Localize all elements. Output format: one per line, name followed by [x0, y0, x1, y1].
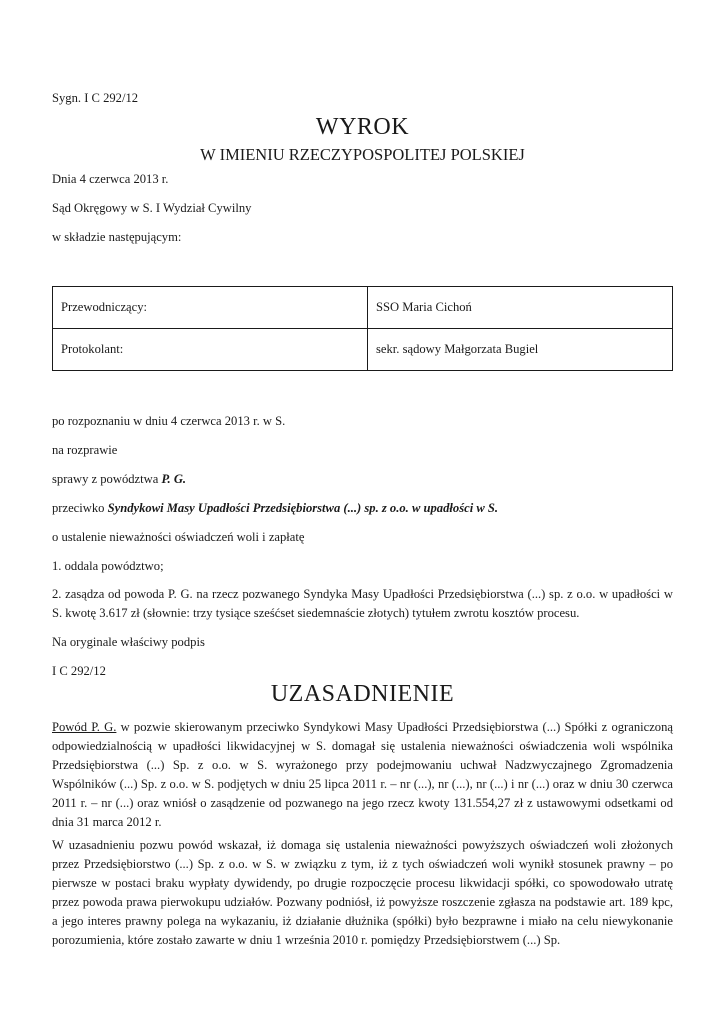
- plaintiff-name: P. G.: [161, 472, 187, 486]
- signature-note: Na oryginale właściwy podpis: [52, 635, 205, 649]
- justification-paragraph-2: W uzasadnieniu pozwu powód wskazał, iż domaga się ustalenia nieważności powyższych oświadczeń woli złożonych przez Przedsiębiorstwo (...) Sp. z o.o. w S. w związku z tym, iż z tych oświadczeń woli wynikł stosunek prawny – po pierwsze w postaci braku wypłaty dywidendy, po drugie rozpoczęcie procesu likwidacji spółki, co spowodowało utratę przez powoda prawa pierwokupu udziałów. Pozwany podniósł, iż powyższe roszczenie zgłasza na podstawie art. 189 kpc, a jego interes prawny polega na wykazaniu, iż działanie dłużnika (spółki) było bezprawne i miało na celu niewykonanie porozumienia, które zostało zawarte w dniu 1 września 2010 r. pomiędzy Przedsiębiorstwem (...) Sp.: [52, 838, 673, 948]
- examined-line: po rozpoznaniu w dniu 4 czerwca 2013 r. w S.: [52, 414, 286, 428]
- document-title: WYROK: [315, 114, 410, 140]
- claim-line: [52, 472, 186, 487]
- court-name: Sąd Okręgowy w S. I Wydział Cywilny: [52, 201, 252, 215]
- table-row: [53, 329, 673, 371]
- subject-line: o ustalenie nieważności oświadczeń woli i zapłatę: [52, 530, 305, 544]
- panel-name-presiding: SSO Maria Cichoń: [368, 287, 673, 329]
- panel-role-clerk: Protokolant:: [53, 329, 368, 371]
- against-line: [52, 501, 498, 516]
- case-reference: I C 292/12: [52, 664, 106, 678]
- composition-intro: w składzie następującym:: [52, 230, 182, 244]
- ruling-point-1: 1. oddala powództwo;: [52, 559, 164, 573]
- document-subtitle: W IMIENIU RZECZYPOSPOLITEJ POLSKIEJ: [200, 145, 525, 164]
- justification-p1-body: w pozwie skierowanym przeciwko Syndykowi Masy Upadłości Przedsiębiorstwa (...) Spółki z ograniczoną odpowiedzialnością w upadłości likwidacyjnej w S. domagał się ustalenia nieważności oświadczenia woli wspólnika Przedsiębiorstwa (...) Sp. z o.o. w S. wyrażonego przy podejmowaniu uchwał Nadzwyczajnego Zgromadzenia Wspólników (...) Sp. z o.o. w S. podjętych w dniu 25 lipca 2011 r. – nr (...), nr (...), nr (...) i nr (...) oraz w dniu 30 czerwca 2011 r. – nr (...) oraz wniósł o zasądzenie od pozwanego na jego rzecz kwoty 131.554,27 zł z ustawowymi odsetkami od dnia 31 marca 2012 r.: [52, 720, 673, 830]
- court-panel-table: [52, 286, 673, 371]
- justification-paragraph-1: [52, 718, 673, 833]
- ruling-point-2: 2. zasądza od powoda P. G. na rzecz pozwanego Syndyka Masy Upadłości Przedsiębiorstwa (...) sp. z o.o. w upadłości w S. kwotę 3.617 zł (słownie: trzy tysiące sześćset siedemnaście złotych) tytułem zwrotu kosztów procesu.: [52, 587, 673, 621]
- judgment-date: Dnia 4 czerwca 2013 r.: [52, 172, 169, 186]
- panel-name-clerk: sekr. sądowy Małgorzata Bugiel: [368, 329, 673, 371]
- justification-title: UZASADNIENIE: [270, 681, 455, 707]
- case-number: Sygn. I C 292/12: [52, 91, 139, 105]
- claim-prefix: sprawy z powództwa: [52, 472, 162, 486]
- panel-role-presiding: Przewodniczący:: [53, 287, 368, 329]
- hearing-line: na rozprawie: [52, 443, 118, 457]
- against-prefix: przeciwko: [52, 501, 108, 515]
- table-row: [53, 287, 673, 329]
- defendant-name: Syndykowi Masy Upadłości Przedsiębiorstwa (...) sp. z o.o. w upadłości w S.: [107, 501, 499, 515]
- justification-lead: Powód P. G.: [52, 720, 117, 734]
